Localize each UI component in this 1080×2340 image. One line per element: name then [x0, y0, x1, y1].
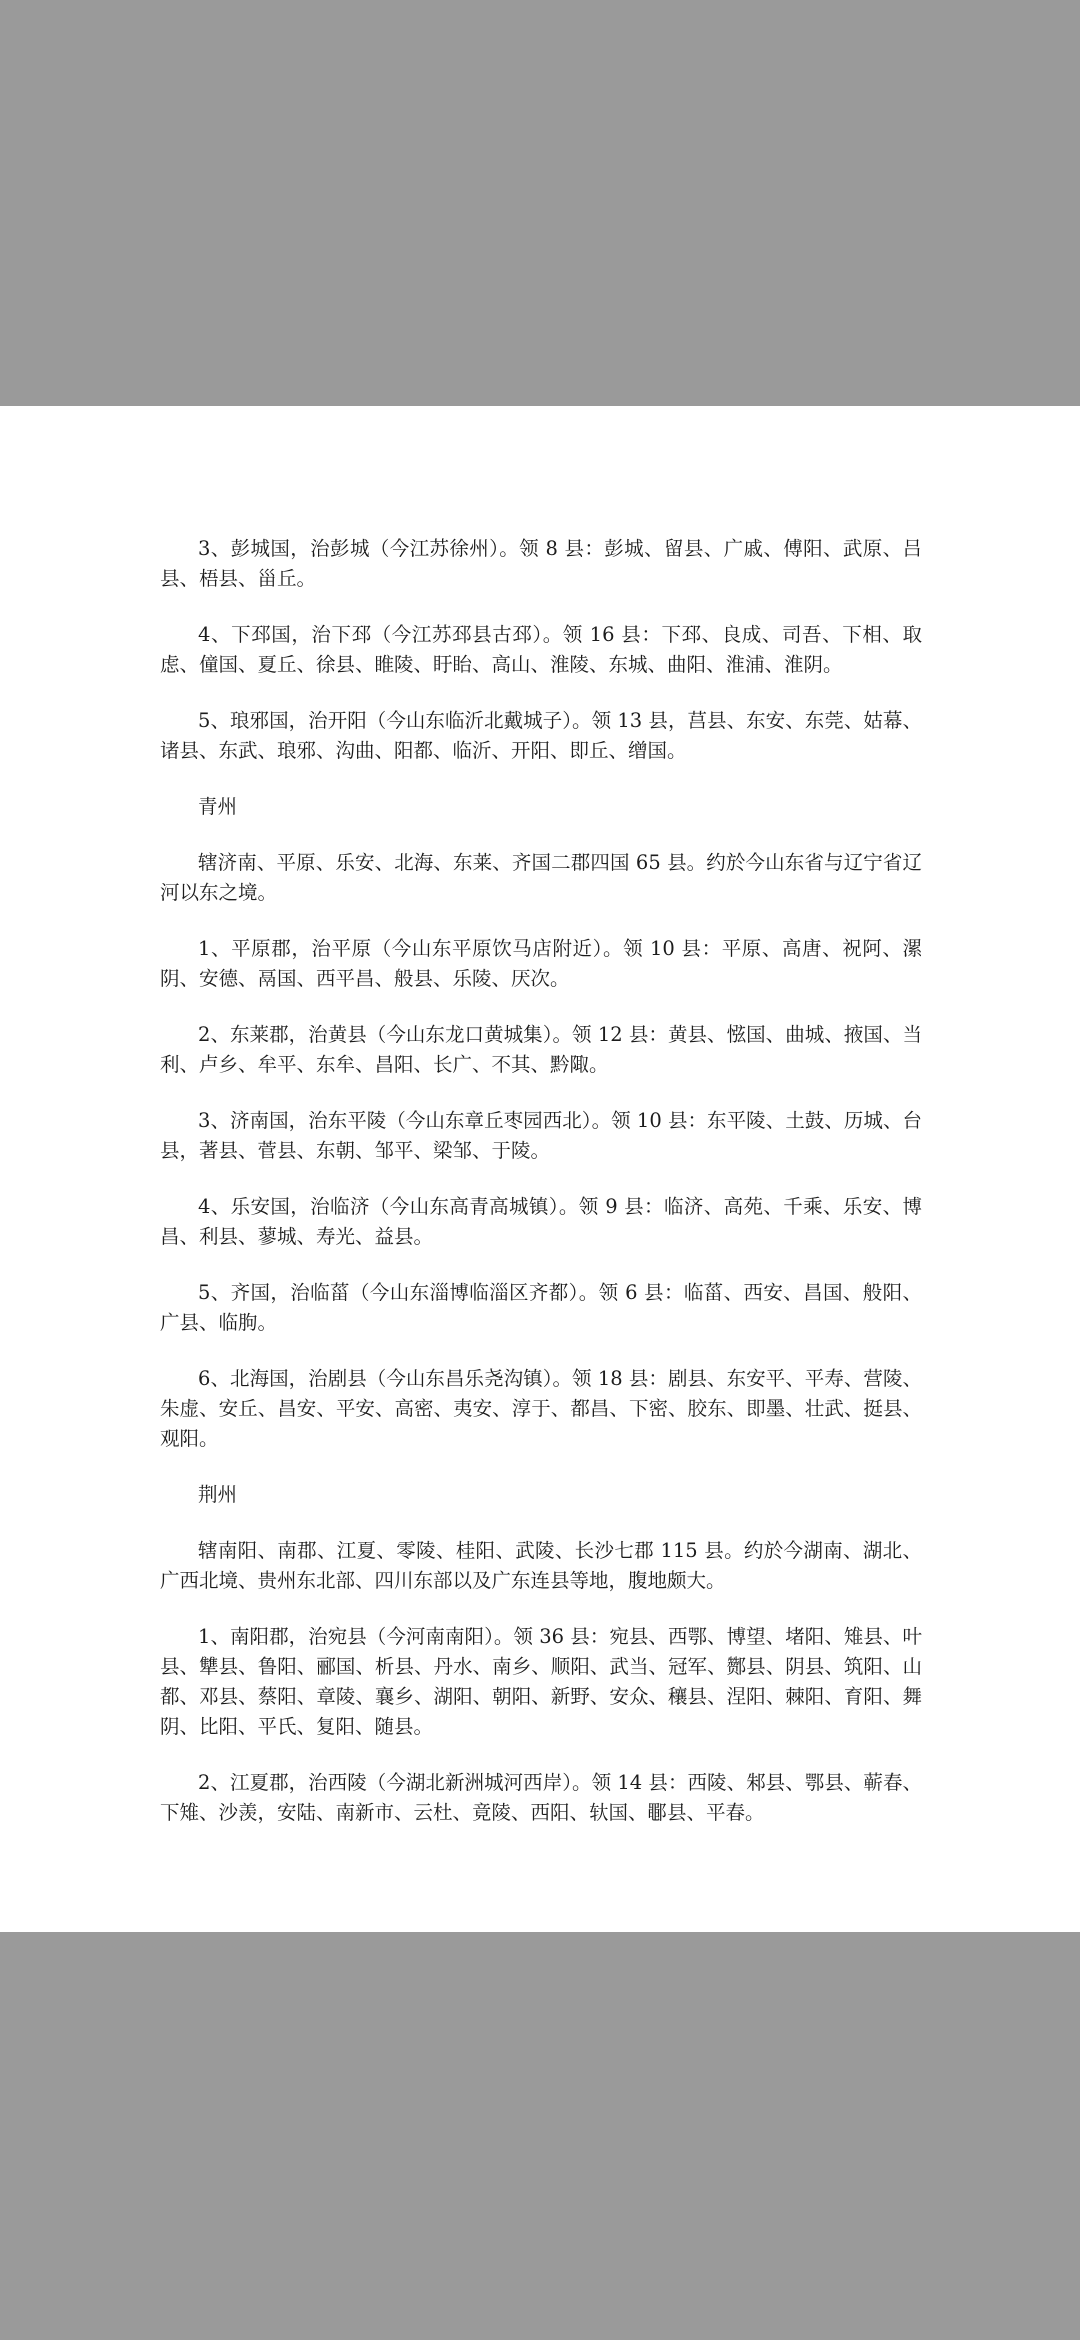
- paragraph-jiangxia: 2、江夏郡，治西陵（今湖北新洲城河西岸）。领 14 县：西陵、邾县、鄂县、蕲春、下雉、沙羡，安陆、南新市、云杜、竟陵、西阳、轪国、鄳县、平春。: [160, 1771, 922, 1824]
- paragraph-pengcheng: 3、彭城国，治彭城（今江苏徐州）。领 8 县：彭城、留县、广戚、傅阳、武原、吕县、梧县、甾丘。: [160, 537, 922, 590]
- paragraph-qiguo: 5、齐国，治临菑（今山东淄博临淄区齐都）。领 6 县：临菑、西安、昌国、般阳、广县、临朐。: [160, 1281, 922, 1334]
- paragraph-qingzhou-summary: 辖济南、平原、乐安、北海、东莱、齐国二郡四国 65 县。约於今山东省与辽宁省辽河以东之境。: [160, 851, 922, 904]
- section-heading-jingzhou: 荆州: [198, 1483, 238, 1506]
- paragraph-jinan: 3、济南国，治东平陵（今山东章丘枣园西北）。领 10 县：东平陵、土鼓、历城、台县，著县、菅县、东朝、邹平、梁邹、于陵。: [160, 1109, 922, 1162]
- paragraph-langye: 5、琅邪国，治开阳（今山东临沂北戴城子）。领 13 县，莒县、东安、东莞、姑幕、诸县、东武、琅邪、沟曲、阳都、临沂、开阳、即丘、缯国。: [160, 709, 922, 762]
- paragraph-lean: 4、乐安国，治临济（今山东高青高城镇）。领 9 县：临济、高苑、千乘、乐安、博昌、利县、蓼城、寿光、益县。: [160, 1195, 922, 1248]
- paragraph-beihai: 6、北海国，治剧县（今山东昌乐尧沟镇）。领 18 县：剧县、东安平、平寿、营陵、朱虚、安丘、昌安、平安、高密、夷安、淳于、都昌、下密、胶东、即墨、壮武、挺县、观阳。: [160, 1367, 922, 1450]
- paragraph-donglai: 2、东莱郡，治黄县（今山东龙口黄城集）。领 12 县：黄县、惤国、曲城、掖国、当利、卢乡、牟平、东牟、昌阳、长广、不其、黔陬。: [160, 1023, 922, 1076]
- paragraph-nanyang: 1、南阳郡，治宛县（今河南南阳）。领 36 县：宛县、西鄂、博望、堵阳、雉县、叶县、犨县、鲁阳、郦国、析县、丹水、南乡、顺阳、武当、冠军、酂县、阴县、筑阳、山都、邓县、蔡阳、章陵、襄乡、湖阳、朝阳、新野、安众、穰县、涅阳、棘阳、育阳、舞阴、比阳、平氏、复阳、随县。: [160, 1625, 922, 1738]
- page-content: [160, 534, 922, 1854]
- paragraph-jingzhou-summary: 辖南阳、南郡、江夏、零陵、桂阳、武陵、长沙七郡 115 县。约於今湖南、湖北、广西北境、贵州东北部、四川东部以及广东连县等地，腹地颇大。: [160, 1539, 922, 1592]
- paragraph-xiapi: 4、下邳国，治下邳（今江苏邳县古邳）。领 16 县：下邳、良成、司吾、下相、取虑、僮国、夏丘、徐县、睢陵、盱眙、高山、淮陵、东城、曲阳、淮浦、淮阴。: [160, 623, 922, 676]
- section-heading-qingzhou: 青州: [198, 795, 238, 818]
- document-page: [0, 406, 1080, 1932]
- paragraph-pingyuan: 1、平原郡，治平原（今山东平原饮马店附近）。领 10 县：平原、高唐、祝阿、漯阴、安德、鬲国、西平昌、般县、乐陵、厌次。: [160, 937, 922, 990]
